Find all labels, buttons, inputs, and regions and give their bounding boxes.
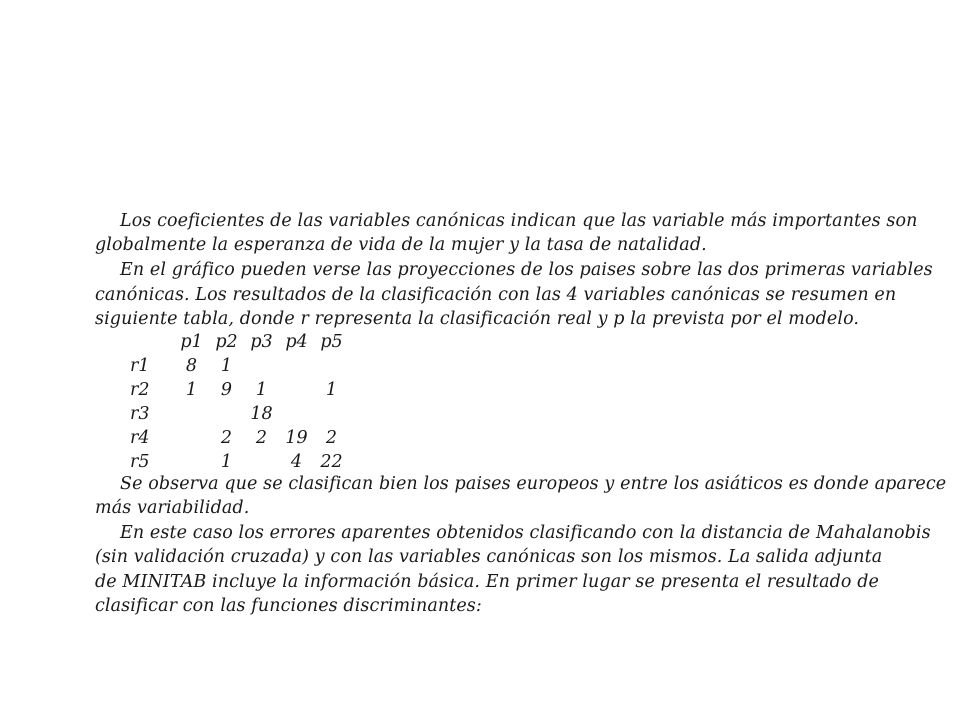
table-row [118,402,349,426]
row-header: r2 [130,380,150,400]
table-cell: 4 [290,452,303,472]
table-cell [174,450,209,474]
paragraph-line: En el gráfico pueden verse las proyecciones de los paises sobre las dos primeras variables [120,260,933,280]
table-cell: 1 [255,380,268,400]
table-cell [244,450,279,474]
column-header: p2 [215,332,238,352]
paragraph-line: canónicas. Los resultados de la clasificación con las 4 variables canónicas se resumen en [95,285,897,305]
paragraph-line: En este caso los errores aparentes obtenidos clasificando con la distancia de Mahalanobis [120,523,931,543]
paragraph-line: de MINITAB incluye la información básica. En primer lugar se presenta el resultado de [95,572,879,592]
column-header: p1 [180,332,203,352]
paragraph-line: (sin validación cruzada) y con las variables canónicas son los mismos. La salida adjunta [95,547,883,567]
paragraph-line: siguiente tabla, donde r representa la clasificación real y p la prevista por el modelo. [95,309,860,329]
table-header-row [118,330,349,354]
table-cell: 18 [250,404,273,424]
table-cell [174,426,209,450]
table-cell [314,402,349,426]
table-cell: 1 [220,452,233,472]
table-cell: 8 [185,356,198,376]
table-cell [279,378,314,402]
paragraph-line: Se observa que se clasifican bien los paises europeos y entre los asiáticos es donde aparece [120,474,947,494]
table-cell: 2 [220,428,233,448]
table-cell: 1 [220,356,233,376]
table-cell: 9 [220,380,233,400]
column-header: p3 [250,332,273,352]
table-row [118,378,349,402]
table-cell: 22 [320,452,343,472]
table-cell: 19 [285,428,308,448]
paragraph-line: Los coeficientes de las variables canónicas indican que las variable más importantes son [120,211,918,231]
paragraph-line: más variabilidad. [95,498,250,518]
table-cell [279,354,314,378]
row-header: r1 [130,356,150,376]
column-header: p5 [320,332,343,352]
row-header: r3 [130,404,150,424]
row-header: r4 [130,428,150,448]
classification-table [118,330,349,474]
table-cell: 2 [255,428,268,448]
table-cell [209,402,244,426]
table-cell: 2 [325,428,338,448]
table-row [118,426,349,450]
table-row [118,354,349,378]
paragraph-line: globalmente la esperanza de vida de la mujer y la tasa de natalidad. [95,235,707,255]
row-header: r5 [130,452,150,472]
table-cell [244,354,279,378]
table-cell [174,402,209,426]
table-cell: 1 [325,380,338,400]
table-cell: 1 [185,380,198,400]
column-header: p4 [285,332,308,352]
table-cell [314,354,349,378]
table-row [118,450,349,474]
paragraph-line: clasificar con las funciones discriminantes: [95,596,482,616]
table-cell [279,402,314,426]
